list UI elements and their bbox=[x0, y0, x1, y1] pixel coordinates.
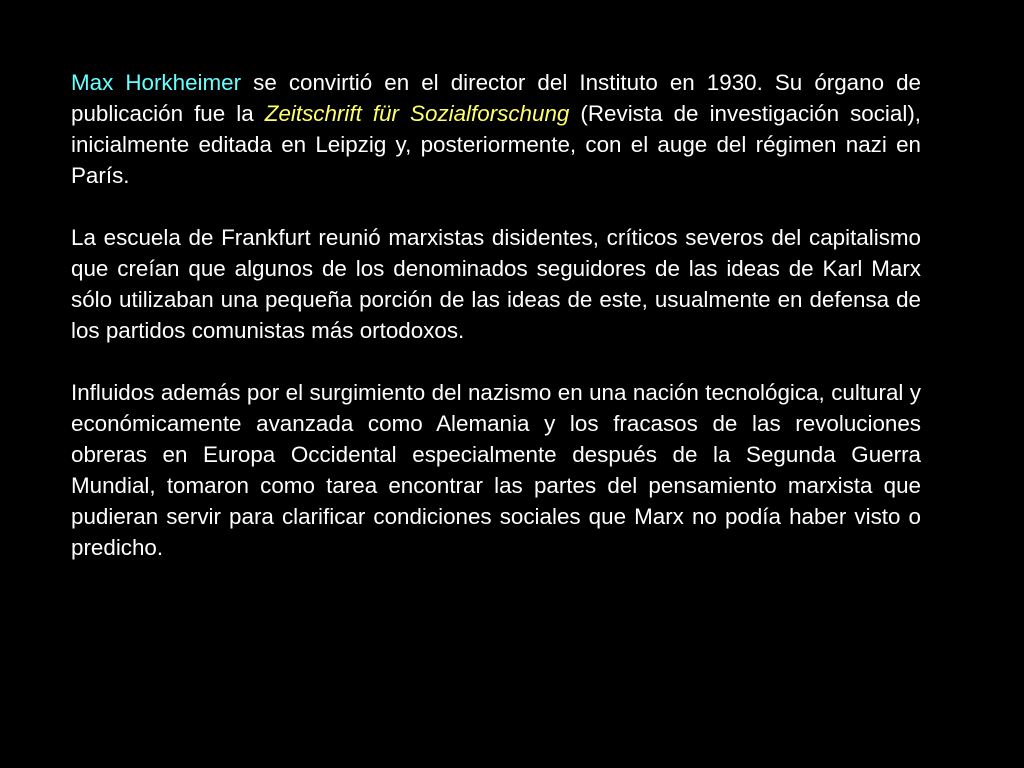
paragraph-frankfurt-school: La escuela de Frankfurt reunió marxistas disidentes, críticos severos del capitalismo que creían que algunos de los denominados seguidores de las ideas de Karl Marx sólo utilizaban una pequeña porción de las ideas de este, usualmente en defensa de los partidos comunistas más ortodoxos. bbox=[71, 225, 921, 343]
slide-text-block bbox=[71, 67, 921, 594]
paragraph-influences: Influidos además por el surgimiento del nazismo en una nación tecnológica, cultural y económicamente avanzada como Alemania y los fracasos de las revoluciones obreras en Europa Occidental especialmente después de la Segunda Guerra Mundial, tomaron como tarea encontrar las partes del pensamiento marxista que pudieran servir para clarificar condiciones sociales que Marx no podía haber visto o predicho. bbox=[71, 380, 921, 560]
paragraph-text: se convirtió en el director del Instituto en 1930. Su órgano de publicación fue la bbox=[71, 70, 921, 126]
highlight-name: Max Horkheimer bbox=[71, 70, 242, 95]
paragraph-horkheimer bbox=[71, 67, 921, 191]
paragraph-text: (Revista de investigación social), inicialmente editada en Leipzig y, posteriormente, con el auge del régimen nazi en París. bbox=[71, 101, 921, 188]
highlight-journal-title: Zeitschrift für Sozialforschung bbox=[264, 101, 570, 126]
